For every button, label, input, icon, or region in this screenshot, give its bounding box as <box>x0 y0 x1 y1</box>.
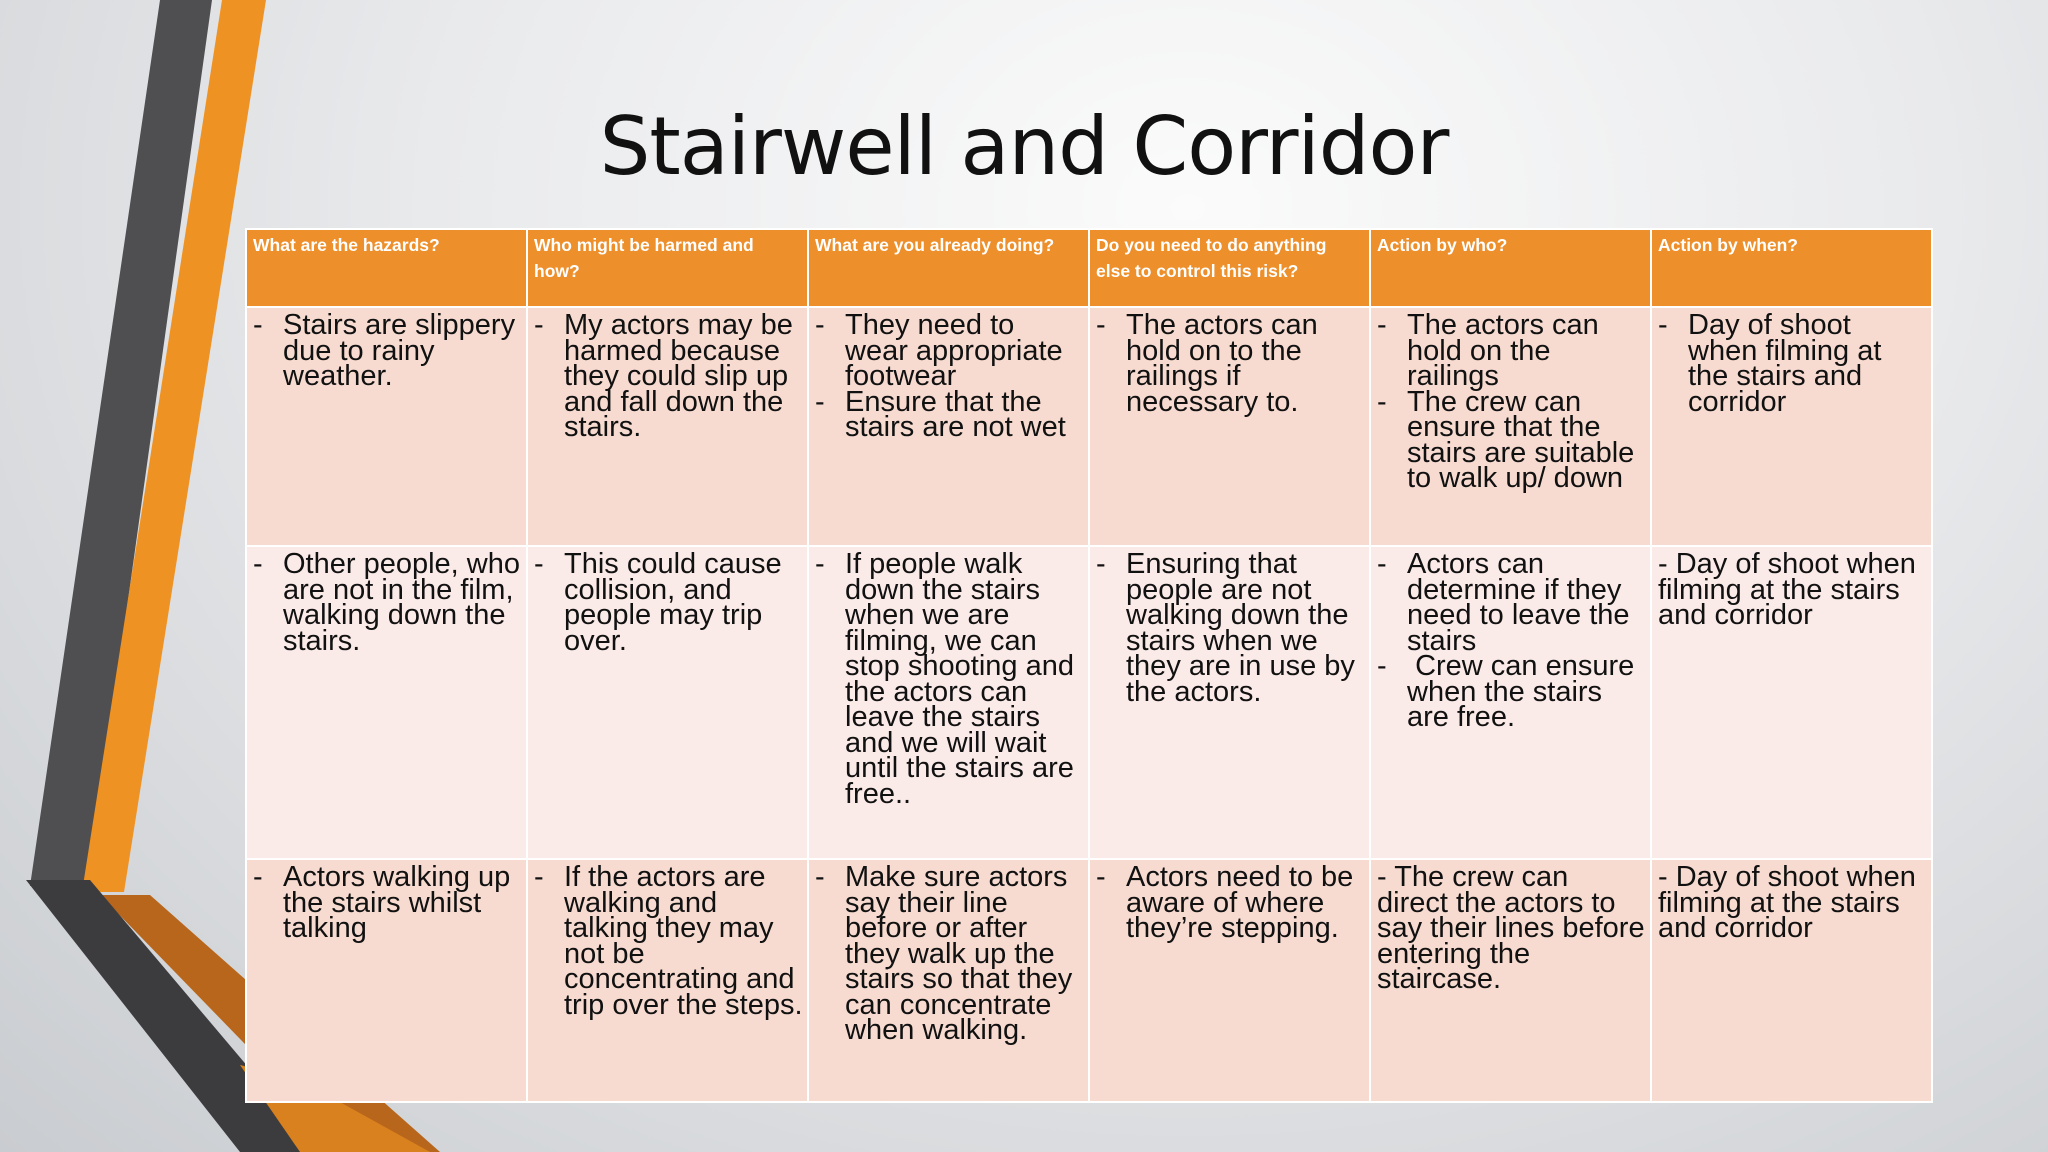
cell-text: Crew can ensure when the stairs are free. <box>1407 650 1643 733</box>
bullet-item: - Day of shoot when filming at the stairs and corridor <box>1658 313 1927 415</box>
bullet-item: - Actors can determine if they need to leave the stairs <box>1377 552 1646 654</box>
header-further-control: Do you need to do anything else to control this risk? <box>1089 229 1370 307</box>
header-who-harmed: Who might be harmed and how? <box>527 229 808 307</box>
bullet-item: - Other people, who are not in the film, walking down the stairs. <box>253 552 522 654</box>
cell-text: If people walk down the stairs when we are filming, we can stop shooting and the actors can leave the stairs and we will wait until the stairs are free.. <box>845 548 1074 810</box>
bullet-item: - If people walk down the stairs when we are filming, we can stop shooting and the actors can leave the stairs and we will wait until the stairs are free.. <box>815 552 1084 807</box>
table-row <box>246 546 1932 859</box>
table-cell <box>1651 546 1932 859</box>
table-cell <box>246 546 527 859</box>
bullet-item: - The crew can ensure that the stairs are suitable to walk up/ down <box>1377 390 1646 492</box>
bullet-item: - The actors can hold on to the railings if necessary to. <box>1096 313 1365 415</box>
bullet-item: - Crew can ensure when the stairs are free. <box>1377 654 1646 731</box>
table-cell <box>527 546 808 859</box>
bullet-item: - Actors need to be aware of where they’re stepping. <box>1096 865 1365 942</box>
table-cell <box>527 307 808 546</box>
bullet-item: - Ensuring that people are not walking down the stairs when we they are in use by the actors. <box>1096 552 1365 705</box>
header-already-doing: What are you already doing? <box>808 229 1089 307</box>
cell-text: Make sure actors say their line before or after they walk up the stairs so that they can concentrate when walking. <box>845 861 1073 1046</box>
cell-text: Actors walking up the stairs whilst talking <box>283 861 511 944</box>
header-hazards: What are the hazards? <box>246 229 527 307</box>
bullet-item: - Make sure actors say their line before or after they walk up the stairs so that they can concentrate when walking. <box>815 865 1084 1044</box>
table-cell <box>246 307 527 546</box>
bullet-item: - My actors may be harmed because they could slip up and fall down the stairs. <box>534 313 803 441</box>
table-cell <box>1089 859 1370 1102</box>
table-cell <box>808 307 1089 546</box>
table-row <box>246 859 1932 1102</box>
bullet-item: - This could cause collision, and people may trip over. <box>534 552 803 654</box>
cell-text: This could cause collision, and people may trip over. <box>564 548 782 657</box>
table-cell <box>1651 307 1932 546</box>
bullet-item: - Ensure that the stairs are not wet <box>815 390 1084 441</box>
table-cell <box>527 859 808 1102</box>
risk-assessment-table <box>245 228 1933 1103</box>
cell-text: If the actors are walking and talking they may not be concentrating and trip over the steps. <box>564 861 803 1021</box>
bullet-item: - If the actors are walking and talking they may not be concentrating and trip over the steps. <box>534 861 803 1021</box>
table-cell <box>1370 546 1651 859</box>
bullet-item: - The actors can hold on the railings <box>1377 313 1646 390</box>
cell-text: Stairs are slippery due to rainy weather. <box>283 309 516 392</box>
table-cell <box>1089 307 1370 546</box>
table-cell <box>1651 859 1932 1102</box>
bullet-item: - Actors walking up the stairs whilst talking <box>253 865 522 942</box>
bullet-item: - They need to wear appropriate footwear <box>815 313 1084 390</box>
cell-text: - Day of shoot when filming at the stairs and corridor <box>1658 861 1916 944</box>
cell-text: The actors can hold on the railings <box>1407 309 1599 392</box>
header-action-by-who: Action by who? <box>1370 229 1651 307</box>
cell-text: Ensuring that people are not walking down the stairs when we they are in use by the actors. <box>1126 548 1355 708</box>
cell-text: The crew can ensure that the stairs are suitable to walk up/ down <box>1407 385 1635 494</box>
table-cell <box>1089 546 1370 859</box>
cell-text: - The crew can direct the actors to say their lines before entering the staircase. <box>1377 861 1645 995</box>
cell-text: Actors need to be aware of where they’re stepping. <box>1126 861 1354 944</box>
table-cell <box>246 859 527 1102</box>
cell-text: They need to wear appropriate footwear <box>845 309 1063 392</box>
table-row <box>246 307 1932 546</box>
table-cell <box>808 546 1089 859</box>
cell-text: - Day of shoot when filming at the stairs and corridor <box>1658 548 1916 631</box>
cell-text: Other people, who are not in the film, walking down the stairs. <box>283 548 520 657</box>
table-cell <box>1370 307 1651 546</box>
cell-text: Ensure that the stairs are not wet <box>845 385 1066 443</box>
cell-text: Day of shoot when filming at the stairs and corridor <box>1688 309 1882 418</box>
table-cell <box>1370 859 1651 1102</box>
header-row <box>246 229 1932 307</box>
header-action-by-when: Action by when? <box>1651 229 1932 307</box>
cell-text: My actors may be harmed because they could slip up and fall down the stairs. <box>564 309 793 443</box>
cell-text: Actors can determine if they need to leave the stairs <box>1407 548 1630 657</box>
cell-text: The actors can hold on to the railings if necessary to. <box>1126 309 1318 418</box>
bullet-item: - Stairs are slippery due to rainy weather. <box>253 313 522 390</box>
table-cell <box>808 859 1089 1102</box>
slide-title: Stairwell and Corridor <box>599 100 1449 193</box>
